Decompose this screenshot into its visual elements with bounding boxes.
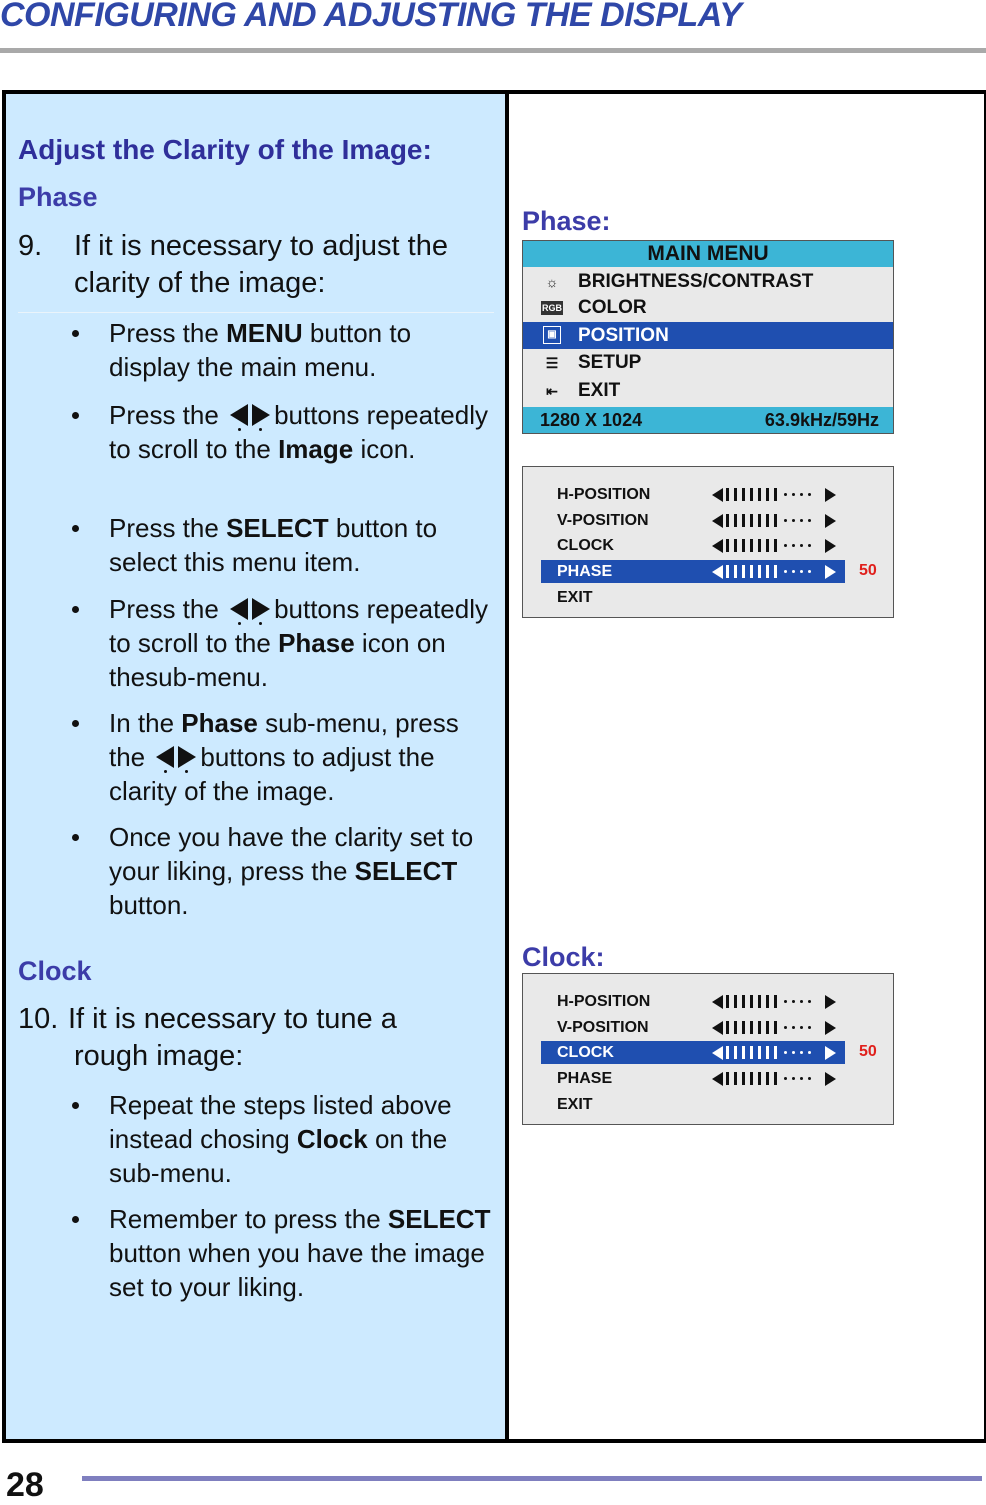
slider-dot: [800, 570, 803, 573]
slider-bar: [750, 539, 753, 552]
slider-bar: [774, 488, 777, 501]
slider: [712, 538, 836, 553]
section-heading: Adjust the Clarity of the Image:: [18, 134, 432, 165]
slider-dot: [800, 1000, 803, 1003]
submenu-row: [541, 1067, 845, 1090]
title-rule: [0, 48, 986, 53]
submenu-label: PHASE: [557, 563, 613, 580]
slider: [712, 994, 836, 1009]
submenu-label: V-POSITION: [557, 1019, 649, 1036]
text: Press the: [109, 594, 227, 624]
slider: [712, 1020, 836, 1035]
slider-bar: [742, 488, 745, 501]
slider-bar: [734, 1021, 737, 1034]
bullet-icon: [72, 525, 79, 532]
instructions-column: [6, 94, 505, 1439]
slider-bar: [742, 514, 745, 527]
text: buttons to adjust the clarity of the image.: [109, 742, 435, 806]
bullet-icon: [72, 606, 79, 613]
list-item: [72, 398, 492, 466]
submenu-row: [541, 534, 845, 557]
slider-bar: [726, 1072, 729, 1085]
slider-dot: [808, 1000, 811, 1003]
text: Press the: [109, 400, 227, 430]
list-item: [72, 511, 492, 579]
slider-bar: [750, 488, 753, 501]
slider: [712, 487, 836, 502]
slider-bar: [750, 1046, 753, 1059]
setup-icon: ☰: [545, 355, 559, 371]
slider-bar: [758, 1072, 761, 1085]
footer-rule: [82, 1476, 982, 1481]
text: buttons repeatedly to scroll to the: [109, 400, 488, 464]
slider-bar: [758, 1021, 761, 1034]
step-text: If it is necessary to tune a: [68, 1003, 397, 1035]
slider-bar: [758, 539, 761, 552]
text: Press the: [109, 513, 227, 543]
slider-bar: [742, 995, 745, 1008]
slider-bar: [774, 1021, 777, 1034]
text: icon on thesub-menu.: [109, 628, 446, 692]
slider-dot: [808, 519, 811, 522]
clock-value: 50: [859, 1043, 877, 1060]
slider-bar: [774, 1046, 777, 1059]
slider-bar: [774, 1072, 777, 1085]
text: on the sub-menu.: [109, 1124, 448, 1188]
slider-bar: [758, 565, 761, 578]
slider-bar: [742, 1072, 745, 1085]
menu-item-label: SETUP: [578, 352, 642, 373]
step-number: 9.: [18, 230, 43, 262]
slider-bar: [734, 514, 737, 527]
slider-left-arrow-icon: [712, 1072, 723, 1086]
bold-text: Image: [278, 434, 354, 464]
slider-bar: [734, 565, 737, 578]
clock-submenu-screenshot: [522, 973, 894, 1125]
bullet-icon: [72, 1216, 79, 1223]
bold-text: SELECT: [226, 513, 329, 543]
slider-dot: [792, 1000, 795, 1003]
slider-right-arrow-icon: [825, 1021, 836, 1035]
slider-dot: [792, 1077, 795, 1080]
slider-dot: [800, 1051, 803, 1054]
phase-value: 50: [859, 562, 877, 579]
main-menu-screenshot: [522, 240, 894, 434]
position-icon: ▣: [543, 326, 561, 344]
slider-bar: [774, 995, 777, 1008]
slider-left-arrow-icon: [712, 539, 723, 553]
slider-bar: [766, 488, 769, 501]
slider-bar: [766, 995, 769, 1008]
bold-text: Phase: [278, 628, 355, 658]
slider-dot: [784, 1051, 787, 1054]
slider-bar: [726, 995, 729, 1008]
list-item: [72, 316, 492, 384]
slider-dot: [784, 1026, 787, 1029]
slider-bar: [766, 565, 769, 578]
phase-label: Phase:: [522, 206, 611, 236]
slider: [712, 1071, 836, 1086]
submenu-label: V-POSITION: [557, 512, 649, 529]
slider-dot: [792, 493, 795, 496]
clock-label: Clock:: [522, 942, 605, 972]
slider-dot: [808, 493, 811, 496]
bullet-icon: [72, 834, 79, 841]
text: In the: [109, 708, 182, 738]
bold-text: Phase: [181, 708, 258, 738]
submenu-row: [541, 509, 845, 532]
text: Press the: [109, 318, 227, 348]
bold-text: MENU: [226, 318, 303, 348]
slider-bar: [726, 514, 729, 527]
slider-bar: [750, 514, 753, 527]
slider-left-arrow-icon: [712, 1021, 723, 1035]
slider: [712, 564, 836, 579]
slider-right-arrow-icon: [825, 1046, 836, 1060]
slider-dot: [800, 1026, 803, 1029]
phase-submenu-screenshot: [522, 466, 894, 618]
submenu-label: CLOCK: [557, 537, 614, 554]
slider-left-arrow-icon: [712, 1046, 723, 1060]
slider: [712, 513, 836, 528]
slider-dot: [808, 570, 811, 573]
bullet-icon: [72, 412, 79, 419]
slider-bar: [726, 488, 729, 501]
bold-text: SELECT: [354, 856, 458, 886]
step-text-cont: clarity of the image:: [74, 267, 326, 299]
page-title: CONFIGURING AND ADJUSTING THE DISPLAY: [0, 0, 742, 34]
text: button.: [109, 890, 189, 920]
slider-dot: [784, 570, 787, 573]
bold-text: SELECT: [387, 1204, 491, 1234]
slider: [712, 1045, 836, 1060]
slider-bar: [726, 1046, 729, 1059]
slider-dot: [784, 544, 787, 547]
slider-bar: [766, 539, 769, 552]
slider-left-arrow-icon: [712, 488, 723, 502]
slider-left-arrow-icon: [712, 514, 723, 528]
left-right-arrows-icon: [226, 404, 274, 426]
slider-right-arrow-icon: [825, 565, 836, 579]
slider-bar: [766, 1021, 769, 1034]
slider-bar: [774, 565, 777, 578]
slider-bar: [726, 539, 729, 552]
submenu-row: [541, 586, 845, 609]
slider-right-arrow-icon: [825, 1072, 836, 1086]
menu-item-label: COLOR: [578, 297, 647, 318]
slider-bar: [774, 514, 777, 527]
step-text-cont: rough image:: [74, 1040, 244, 1072]
slider-bar: [734, 995, 737, 1008]
menu-status-bar: [523, 407, 893, 433]
submenu-label: EXIT: [557, 589, 593, 606]
text: sub-menu, press the: [109, 708, 459, 772]
slider-bar: [766, 1072, 769, 1085]
divider: [18, 312, 494, 313]
slider-bar: [750, 995, 753, 1008]
slider-bar: [758, 488, 761, 501]
slider-bar: [742, 1021, 745, 1034]
slider-bar: [750, 565, 753, 578]
slider-right-arrow-icon: [825, 514, 836, 528]
slider-bar: [734, 488, 737, 501]
resolution-text: 1280 X 1024: [540, 410, 643, 430]
slider-dot: [792, 1051, 795, 1054]
slider-dot: [800, 1077, 803, 1080]
text: Once you have the clarity set to your liking, press the: [109, 822, 474, 886]
clock-heading: Clock: [18, 956, 92, 986]
submenu-label: H-POSITION: [557, 486, 651, 503]
bullet-icon: [72, 1102, 79, 1109]
slider-dot: [800, 493, 803, 496]
menu-item-setup: [523, 349, 893, 376]
slider-dot: [792, 544, 795, 547]
menu-item-brightness: [523, 268, 893, 295]
submenu-label: PHASE: [557, 1070, 613, 1087]
slider-right-arrow-icon: [825, 995, 836, 1009]
slider-bar: [734, 1046, 737, 1059]
submenu-row: [541, 1093, 845, 1116]
slider-left-arrow-icon: [712, 565, 723, 579]
bold-text: Clock: [296, 1124, 368, 1154]
slider-bar: [742, 539, 745, 552]
slider-dot: [784, 493, 787, 496]
slider-bar: [734, 539, 737, 552]
text: button to display the main menu.: [109, 318, 412, 382]
list-item: [72, 1202, 492, 1304]
menu-item-exit: [523, 377, 893, 404]
submenu-label: CLOCK: [557, 1044, 614, 1061]
step-text: If it is necessary to adjust the: [74, 230, 448, 262]
menu-item-position: [523, 322, 893, 349]
slider-left-arrow-icon: [712, 995, 723, 1009]
phase-heading: Phase: [18, 182, 98, 212]
submenu-label: EXIT: [557, 1096, 593, 1113]
slider-dot: [808, 1077, 811, 1080]
sun-icon: ☼: [545, 274, 559, 290]
text: Remember to press the: [109, 1204, 388, 1234]
text: icon.: [353, 434, 416, 464]
frequency-text: 63.9kHz/59Hz: [764, 410, 879, 430]
page-number: 28: [6, 1466, 44, 1504]
slider-bar: [766, 1046, 769, 1059]
slider-dot: [808, 544, 811, 547]
slider-dot: [784, 1077, 787, 1080]
slider-bar: [726, 1021, 729, 1034]
slider-bar: [766, 514, 769, 527]
slider-right-arrow-icon: [825, 488, 836, 502]
slider-bar: [750, 1072, 753, 1085]
submenu-row: [541, 483, 845, 506]
bullet-icon: [72, 720, 79, 727]
slider-bar: [742, 565, 745, 578]
menu-item-color: [523, 294, 893, 321]
left-right-arrows-icon: [152, 746, 200, 768]
text: button when you have the image set to your liking.: [109, 1238, 485, 1302]
text: button to select this menu item.: [109, 513, 438, 577]
column-divider: [505, 94, 509, 1439]
main-menu-title: MAIN MENU: [523, 241, 893, 267]
slider-bar: [734, 1072, 737, 1085]
slider-bar: [758, 995, 761, 1008]
slider-bar: [750, 1021, 753, 1034]
slider-bar: [758, 1046, 761, 1059]
list-item: [72, 592, 492, 694]
text: buttons repeatedly to scroll to the: [109, 594, 488, 658]
content-frame: [2, 90, 986, 1443]
slider-dot: [800, 519, 803, 522]
step-9: [18, 228, 488, 302]
exit-icon: ⇤: [546, 383, 558, 399]
submenu-row-selected: [541, 1041, 845, 1064]
slider-bar: [774, 539, 777, 552]
slider-dot: [784, 519, 787, 522]
menu-item-label: EXIT: [578, 380, 621, 401]
menu-item-label: BRIGHTNESS/CONTRAST: [578, 271, 814, 292]
rgb-icon: RGB: [542, 303, 562, 313]
list-item: [72, 1088, 492, 1190]
slider-bar: [726, 565, 729, 578]
left-right-arrows-icon: [226, 598, 274, 620]
slider-right-arrow-icon: [825, 539, 836, 553]
slider-bar: [758, 514, 761, 527]
submenu-label: H-POSITION: [557, 993, 651, 1010]
step-10: [18, 1001, 488, 1075]
submenu-row-selected: [541, 560, 845, 583]
submenu-row: [541, 1016, 845, 1039]
menu-item-label: POSITION: [578, 325, 669, 346]
slider-dot: [808, 1051, 811, 1054]
slider-dot: [800, 544, 803, 547]
bullet-icon: [72, 330, 79, 337]
step-number: 10.: [18, 1003, 59, 1035]
slider-dot: [792, 519, 795, 522]
slider-dot: [808, 1026, 811, 1029]
submenu-row: [541, 990, 845, 1013]
slider-dot: [792, 570, 795, 573]
text: Repeat the steps listed above instead chosing: [109, 1090, 452, 1154]
slider-bar: [742, 1046, 745, 1059]
list-item: [72, 706, 492, 808]
slider-dot: [784, 1000, 787, 1003]
slider-dot: [792, 1026, 795, 1029]
list-item: [72, 820, 492, 922]
